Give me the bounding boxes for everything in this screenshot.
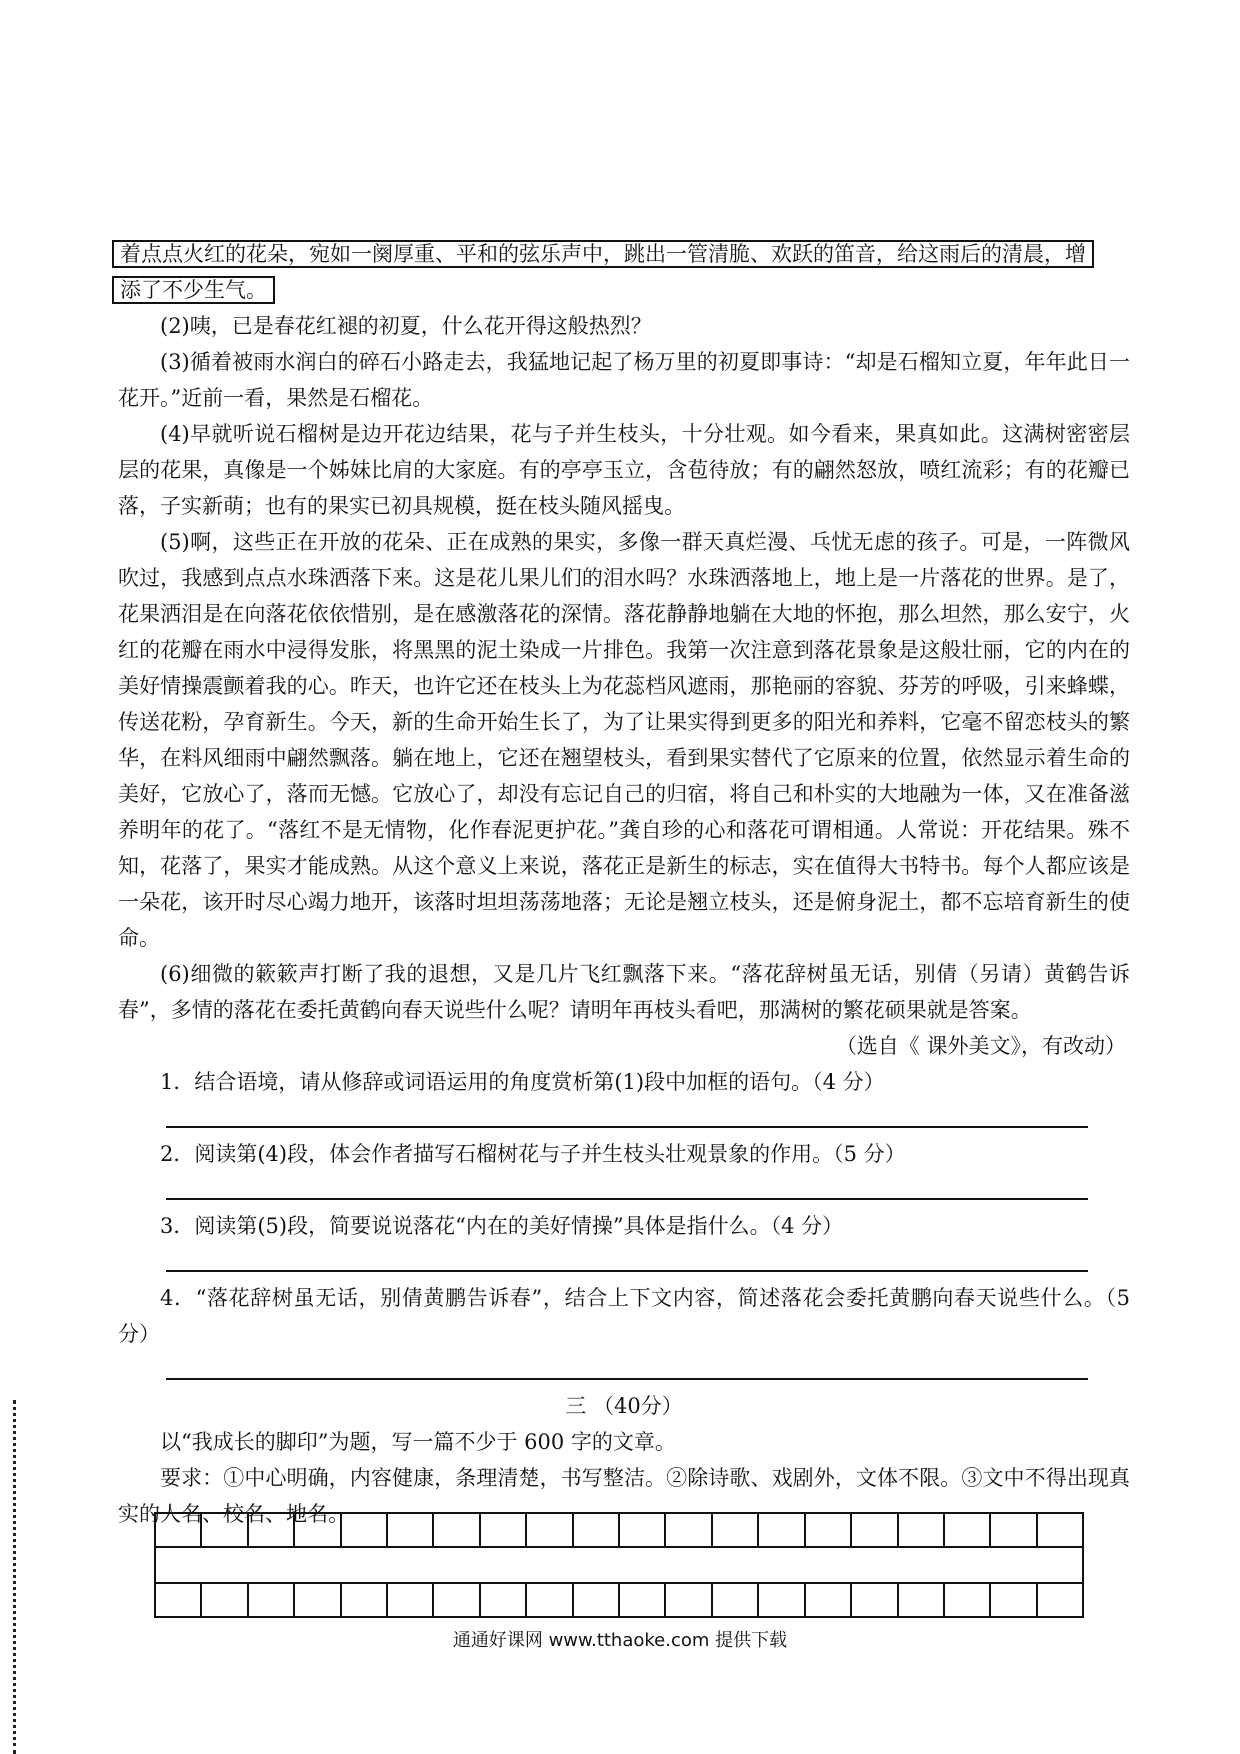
writing-grid[interactable] (154, 1512, 1084, 1618)
boxed-line-2: 添了不少生气。 (120, 278, 267, 302)
boxed-line-1: 着点点火红的花朵，宛如一阕厚重、平和的弦乐声中，跳出一管清脆、欢跃的笛音，给这雨后的清晨，增 (120, 242, 1086, 266)
source-citation: （选自《 课外美文》，有改动） (835, 1034, 1126, 1058)
answer-line-3[interactable] (166, 1244, 1088, 1272)
answer-line-1[interactable] (166, 1100, 1088, 1128)
binding-dotted-line (13, 1400, 16, 1754)
question-1: 1．结合语境，请从修辞或词语运用的角度赏析第(1)段中加框的语句。（4 分） (160, 1070, 885, 1094)
paragraph-4: (4)早就听说石榴树是边开花边结果，花与子并生枝头，十分壮观。如今看来，果真如此。这满树密密层层的花果，真像是一个姊妹比肩的大家庭。有的亭亭玉立，含苞待放；有的翩然怒放，喷红流彩；有的花瓣已落，子实新萌；也有的果实已初具规模，挺在枝头随风摇曳。 (118, 422, 1130, 518)
question-4: 4．“落花辞树虽无话，别倩黄鹏告诉春”，结合上下文内容，简述落花会委托黄鹏向春天说些什么。（5 分） (118, 1286, 1130, 1346)
boxed-sentence (112, 240, 1094, 304)
paragraph-1-boxed (118, 236, 1130, 308)
grid-row-1 (154, 1512, 1084, 1548)
composition-requirements: 要求：①中心明确，内容健康，条理清楚，书写整洁。②除诗歌、戏剧外，文体不限。③文中不得出现真实的人名、校名、地名。 (118, 1466, 1130, 1526)
answer-line-2[interactable] (166, 1172, 1088, 1200)
paragraph-3: (3)循着被雨水润白的碎石小路走去，我猛地记起了杨万里的初夏即事诗：“却是石榴知立夏，年年此日一花开。”近前一看，果然是石榴花。 (118, 350, 1130, 410)
answer-line-4[interactable] (166, 1352, 1088, 1380)
page-footer: 通通好课网 www.tthaoke.com 提供下载 (452, 1630, 788, 1651)
reading-passage (118, 236, 1130, 1532)
question-2: 2．阅读第(4)段，体会作者描写石榴树花与子并生枝头壮观景象的作用。（5 分） (160, 1142, 906, 1166)
paragraph-2: (2)咦，已是春花红褪的初夏，什么花开得这般热烈？ (160, 314, 652, 338)
section-title: 三 （40分） (565, 1394, 683, 1418)
grid-row-spacer (154, 1548, 1084, 1584)
grid-row-2 (154, 1584, 1084, 1618)
paragraph-6: (6)细微的簌簌声打断了我的退想，又是几片飞红飘落下来。“落花辞树虽无话，别倩（另请）黄鹤告诉春”，多情的落花在委托黄鹤向春天说些什么呢？请明年再枝头看吧，那满树的繁花硕果就是答案。 (118, 962, 1130, 1022)
composition-prompt: 以“我成长的脚印”为题，写一篇不少于 600 字的文章。 (160, 1430, 676, 1454)
paragraph-5: (5)啊，这些正在开放的花朵、正在成熟的果实，多像一群天真烂漫、乓忧无虑的孩子。可是，一阵微风吹过，我感到点点水珠洒落下来。这是花儿果儿们的泪水吗？水珠洒落地上，地上是一片落花的世界。是了，花果洒泪是在向落花依依惜别，是在感激落花的深情。落花静静地躺在大地的怀抱，那么坦然，那么安宁，火红的花瓣在雨水中浸得发胀，将黑黑的泥土染成一片排色。我第一次注意到落花景象是这般壮丽，它的内在的美好情操震颤着我的心。昨天，也许它还在枝头上为花蕊档风遮雨，那艳丽的容貌、芬芳的呼吸，引来蜂蝶，传送花粉，孕育新生。今天，新的生命开始生长了，为了让果实得到更多的阳光和养料，它毫不留恋枝头的繁华，在料风细雨中翩然飘落。躺在地上，它还在翘望枝头，看到果实替代了它原来的位置，依然显示着生命的美好，它放心了，落而无憾。它放心了，却没有忘记自己的归宿，将自己和朴实的大地融为一体，又在准备滋养明年的花了。“落红不是无情物，化作春泥更护花。”龚自珍的心和落花可谓相通。人常说：开花结果。殊不知，花落了，果实才能成熟。从这个意义上来说，落花正是新生的标志，实在值得大书特书。每个人都应该是一朵花，该开时尽心竭力地开，该落时坦坦荡荡地落；无论是翘立枝头，还是俯身泥土，都不忘培育新生的使命。 (118, 530, 1130, 950)
question-3: 3．阅读第(5)段，简要说说落花“内在的美好情操”具体是指什么。（4 分） (160, 1214, 844, 1238)
